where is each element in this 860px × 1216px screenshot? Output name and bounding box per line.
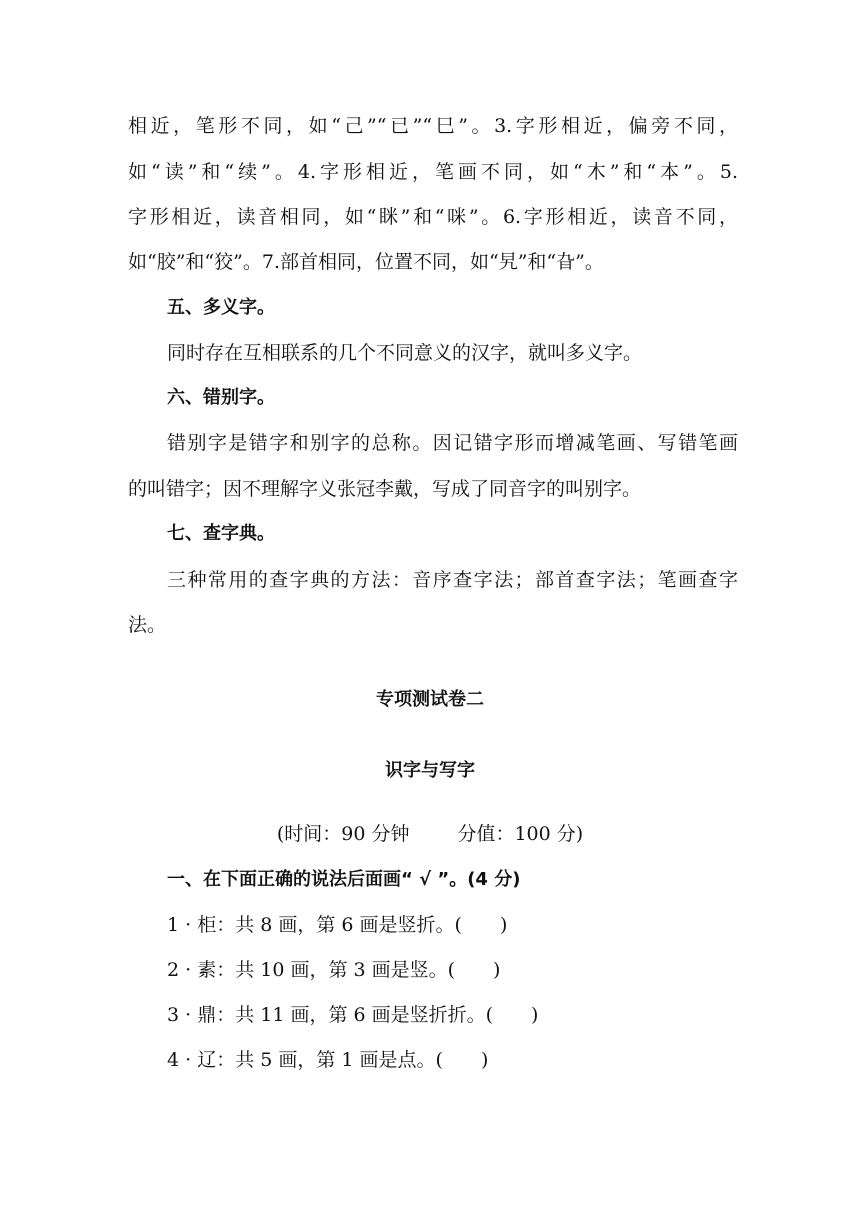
exam-score: 分值：100 分) bbox=[457, 823, 584, 845]
part1-item-3: 3 · 鼎：共 11 画，第 6 画是竖折折。( ) bbox=[167, 1004, 539, 1026]
section5-heading: 五、多义字。 bbox=[167, 297, 275, 318]
exam-title: 专项测试卷二 bbox=[376, 689, 484, 710]
section6-line-2: 的叫错字；因不理解字义张冠李戴，写成了同音字的叫别字。 bbox=[128, 478, 642, 500]
section7-line-1: 三种常用的查字典的方法：音序查字法；部首查字法；笔画查字 bbox=[167, 569, 738, 591]
exam-subtitle: 识字与写字 bbox=[385, 760, 475, 781]
section4-line-1: 相近，笔形不同，如“己”“已”“巳”。3.字形相近，偏旁不同， bbox=[128, 115, 738, 137]
section7-heading: 七、查字典。 bbox=[167, 523, 275, 544]
section6-heading: 六、错别字。 bbox=[167, 387, 275, 408]
section4-line-4: 如“胶”和“狡”。7.部首相同，位置不同，如“旯”和“旮”。 bbox=[128, 251, 604, 273]
part1-item-2: 2 · 素：共 10 画，第 3 画是竖。( ) bbox=[167, 959, 501, 981]
part1-heading: 一、在下面正确的说法后面画“ √ ”。(4 分) bbox=[167, 869, 521, 890]
exam-time: (时间：90 分钟 bbox=[276, 823, 410, 845]
section4-line-2: 如“读”和“续”。4.字形相近，笔画不同，如“木”和“本”。5. bbox=[128, 161, 738, 183]
section5-text: 同时存在互相联系的几个不同意义的汉字，就叫多义字。 bbox=[167, 342, 643, 364]
section7-line-2: 法。 bbox=[128, 614, 167, 636]
section4-line-3: 字形相近，读音相同，如“眯”和“咪”。6.字形相近，读音不同， bbox=[128, 206, 738, 228]
exam-time-score bbox=[0, 820, 860, 848]
part1-item-1: 1 · 柜：共 8 画，第 6 画是竖折。( ) bbox=[167, 914, 508, 936]
section6-line-1: 错别字是错字和别字的总称。因记错字形而增减笔画、写错笔画 bbox=[167, 432, 738, 454]
part1-item-4: 4 · 辽：共 5 画，第 1 画是点。( ) bbox=[167, 1049, 489, 1071]
